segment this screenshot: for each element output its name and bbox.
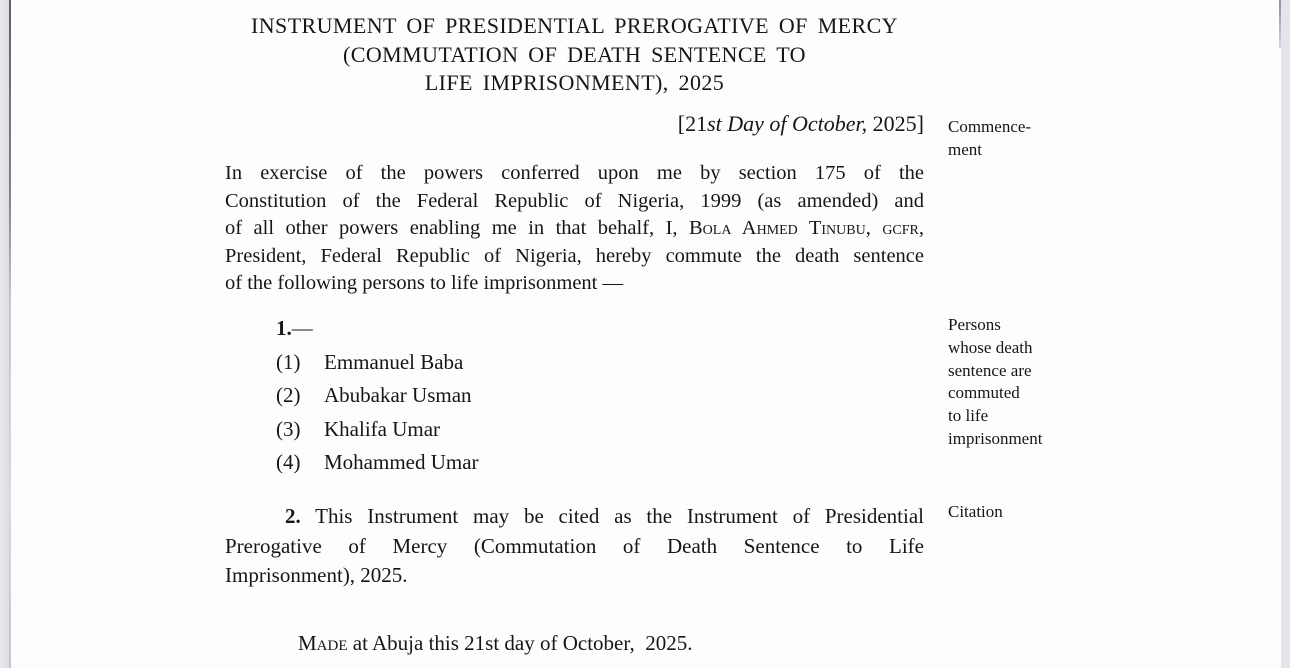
title-line-1: INSTRUMENT OF PRESIDENTIAL PREROGATIVE OF MERCY xyxy=(251,13,898,38)
section-2-line-1-text: This Instrument may be cited as the Instrument of Presidential xyxy=(300,504,924,528)
president-name: Bola Ahmed Tinubu xyxy=(689,217,866,240)
list-item xyxy=(276,413,479,447)
section-1-heading xyxy=(276,312,479,346)
margin-note-line: to life xyxy=(948,406,989,426)
preamble-line-1: In exercise of the powers conferred upon me by section 175 of the xyxy=(225,162,924,184)
date-bracket-open: [21 xyxy=(677,111,708,136)
section-2-number: 2. xyxy=(285,504,301,528)
page-right-edge xyxy=(1281,0,1290,668)
person-name: Abubakar Usman xyxy=(324,383,472,407)
margin-note-line: commuted xyxy=(948,383,1020,403)
made-at-text: at Abuja this 21st day of October, 2025. xyxy=(347,631,693,655)
made-at-line xyxy=(298,631,693,656)
preamble-line-3-comma: , xyxy=(918,217,925,240)
person-name: Emmanuel Baba xyxy=(324,349,464,374)
preamble-line-2: Constitution of the Federal Republic of Nigeria, 1999 (as amended) and xyxy=(225,189,924,212)
preamble-line-3-separator: , xyxy=(865,217,883,240)
preamble-line-3 xyxy=(225,215,924,243)
preamble-paragraph xyxy=(225,160,924,298)
made-smallcaps: Made xyxy=(298,631,348,655)
page-right-edge-line xyxy=(1279,0,1281,48)
list-item xyxy=(276,346,479,380)
date-bracket-close: 2025] xyxy=(867,111,924,136)
margin-note-line: Commence- xyxy=(948,117,1032,136)
margin-note-line: imprisonment xyxy=(948,428,1043,448)
list-item-marker: (3) xyxy=(276,416,301,441)
section-2-line-2: Prerogative of Mercy (Commutation of Death Sentence to Life xyxy=(225,533,924,558)
margin-note-line: whose death xyxy=(948,337,1033,357)
commencement-date xyxy=(225,111,924,137)
section-1-dash: — xyxy=(291,316,313,340)
person-name: Mohammed Umar xyxy=(324,450,479,474)
president-honorific: gcfr xyxy=(882,217,919,240)
title-line-2: (COMMUTATION OF DEATH SENTENCE TO xyxy=(343,41,806,67)
section-2-citation xyxy=(225,502,924,591)
preamble-line-5: of the following persons to life imprisonment — xyxy=(225,272,623,295)
margin-note-line: Persons xyxy=(948,315,1001,334)
margin-note-line: sentence are xyxy=(948,360,1032,380)
section-2-line-3: Imprisonment), 2025. xyxy=(225,563,408,587)
list-item-marker: (2) xyxy=(276,383,301,407)
preamble-line-4: President, Federal Republic of Nigeria, hereby commute the death sentence xyxy=(225,244,924,267)
section-1-number: 1. xyxy=(276,316,292,340)
title-line-3: LIFE IMPRISONMENT), 2025 xyxy=(424,70,725,95)
list-item xyxy=(276,446,479,480)
person-name: Khalifa Umar xyxy=(324,416,441,441)
page-left-edge-line xyxy=(9,0,11,668)
list-item-marker: (4) xyxy=(276,450,301,474)
document-title xyxy=(225,12,924,98)
list-item xyxy=(276,379,479,413)
margin-note-line: Citation xyxy=(948,502,1003,521)
section-2-line-1 xyxy=(225,502,924,532)
list-item-marker: (1) xyxy=(276,349,301,374)
preamble-line-3-text: of all other powers enabling me in that behalf, I, xyxy=(225,217,689,240)
margin-note-persons xyxy=(948,314,1066,451)
margin-note-line: ment xyxy=(948,139,982,159)
section-1-commuted-persons xyxy=(276,312,479,480)
page-left-edge xyxy=(0,0,9,668)
margin-note-commencement xyxy=(948,116,1066,162)
date-italic-text: st Day of October, xyxy=(707,111,868,136)
margin-note-citation xyxy=(948,501,1066,524)
